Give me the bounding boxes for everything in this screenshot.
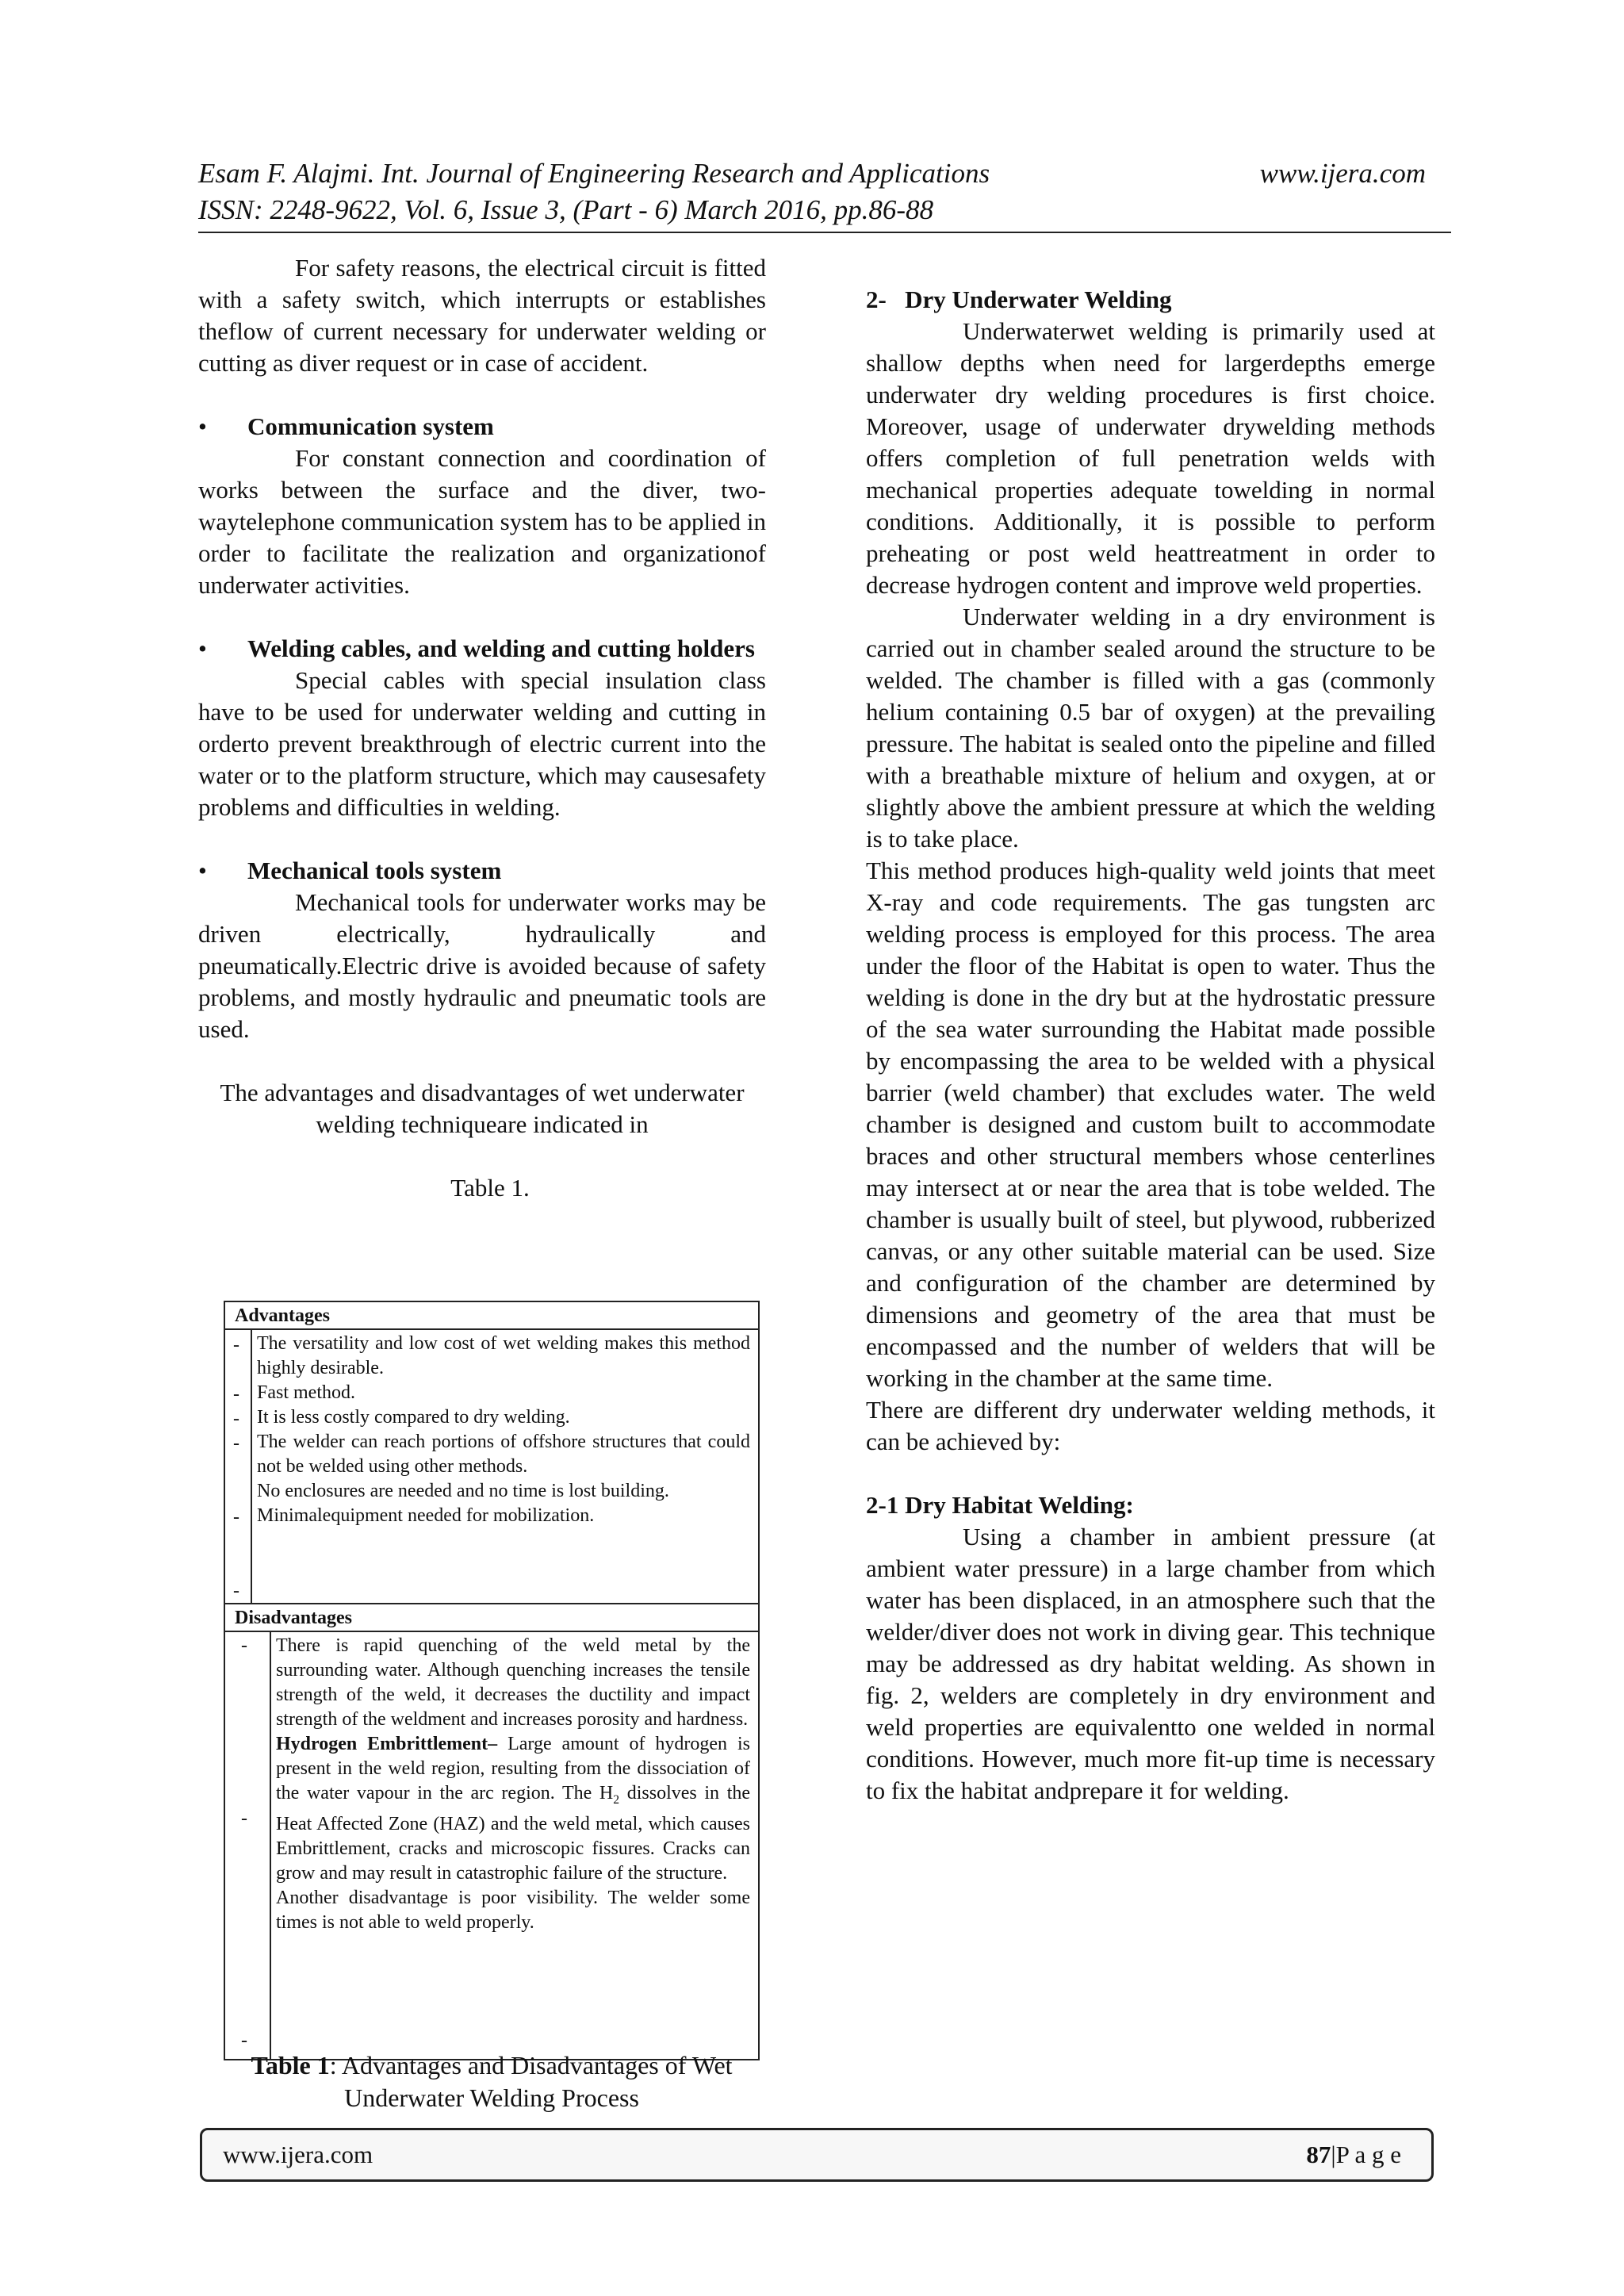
advantage-item: It is less costly compared to dry welding. [257,1407,570,1428]
advantages-section: - - - - - - The versatility and low cost of wet welding makes this method highly desirable. Fast method. It is less costly compared to dry welding. The welder can reach portions of offshore structures that could not be welded using other methods. No enclosures are needed and no time is lost building. Minimalequipment needed for mobilization. [225,1330,758,1604]
left-column [198,252,766,1204]
section-heading-tools: • Mechanical tools system [198,855,766,887]
footer-website: www.ijera.com [223,2141,373,2168]
advantages-table [224,1301,760,2060]
bullet-icon: • [198,412,207,440]
page-header [198,155,1451,233]
header-website: www.ijera.com [1259,158,1426,189]
bullet-icon: • [198,857,207,884]
table-intro: The advantages and disadvantages of wet underwater welding techniqueare indicated in [220,1079,745,1138]
paragraph-dry-2: Underwater welding in a dry environment is carried out in chamber sealed around the structure to be welded. The chamber is filled with a gas (commonly helium containing 0.5 bar of oxygen) at the prevailing pressure. The habitat is sealed onto the pipeline and filled with a breathable mixture of helium and oxygen, at or slightly above the ambient pressure at which the welding is to take place. [866,603,1435,853]
disadvantage-item: Hydrogen Embrittlement– Large amount of hydrogen is present in the weld region, resulting from the dissociation of the water vapour in the arc region. The $H_2$ dissolves in the Heat Affected Zone (HAZ) and the weld metal, which causes Embrittlement, cracks and microscopic fissures. Cracks can grow and may result in catastrophic failure of the structure. [276,1734,751,1884]
section-heading-dry-welding: 2- Dry Underwater Welding [866,286,1172,313]
paragraph-dry-1: Underwaterwet welding is primarily used at shallow depths when need for largerdepths emerge underwater dry welding procedures is first choice. Moreover, usage of underwater drywelding methods offers completion of full penetration welds with mechanical properties adequate towelding in normal conditions. Additionally, it is possible to perform preheating or post weld heattreatment in order to decrease hydrogen content and improve weld properties. [866,317,1435,599]
header-journal: Esam F. Alajmi. Int. Journal of Engineering Research and Applications [198,158,990,189]
advantages-title: Advantages [225,1302,758,1330]
right-column [866,252,1435,1807]
intro-paragraph: For safety reasons, the electrical circuit is fitted with a safety switch, which interrupts or establishes theflow of current necessary for underwater welding or cutting as diver request or in case of accident. [198,254,766,377]
section-heading-habitat: 2-1 Dry Habitat Welding: [866,1491,1134,1519]
paragraph-habitat: Using a chamber in ambient pressure (at ambient water pressure) in a large chamber from which water has been displaced, in an atmosphere such that the welder/diver does not work in diving gear. This technique may be addressed as dry habitat welding. As shown in fig. 2, welders are completely in dry environment and weld properties are equivalentto one welded in normal conditions. However, much more fit-up time is necessary to fix the habitat andprepare it for welding. [866,1523,1435,1804]
disadvantages-section: - - - There is rapid quenching of the weld metal by the surrounding water. Although quenching increases the tensile strength of the weld, it decreases the ductility and impact strength of the weldment and increases porosity and hardness. Hydrogen Embrittlement– Large amount of hydrogen is present in the weld region, resulting from the dissociation of the water vapour in the arc region. The $H_2$ dissolves in the Heat Affected Zone (HAZ) and the weld metal, which causes Embrittlement, cracks and microscopic fissures. Cracks can grow and may result in catastrophic failure of the structure. Another disadvantage is poor visibility. The welder some times is not able to weld properly. [225,1632,758,2059]
disadvantage-item: Another disadvantage is poor visibility. The welder some times is not able to weld properly. [276,1887,750,1933]
advantage-item: The versatility and low cost of wet welding makes this method highly desirable. [257,1333,750,1378]
advantage-item: Minimalequipment needed for mobilization. [257,1505,595,1526]
paragraph-dry-3: This method produces high-quality weld joints that meet X-ray and code requirements. The gas tungsten arc welding process is employed for this process. The area under the floor of the Habitat is open to water. Thus the welding is done in the dry but at the hydrostatic pressure of the sea water surrounding the Habitat made possible by encompassing the area to be welded with a physical barrier (weld chamber) that excludes water. The weld chamber is designed and custom built to accommodate braces and other structural members whose centerlines may intersect at or near the area that is tobe welded. The chamber is usually built of steel, but plywood, rubberized canvas, or any other suitable material can be used. Size and configuration of the chamber are determined by dimensions and geometry of the area that must be encompassed and the number of welders that will be working in the chamber at the same time. [866,857,1435,1392]
table-reference: Table 1. [450,1174,530,1202]
header-issn: ISSN: 2248-9622, Vol. 6, Issue 3, (Part - 6) March 2016, pp.86-88 [198,194,934,225]
page-footer [200,2128,1434,2182]
table-caption: Table 1: Advantages and Disadvantages of Wet Underwater Welding Process [251,2051,733,2112]
advantage-item: No enclosures are needed and no time is lost building. [257,1481,669,1501]
page-number: 87|P a g e [1306,2141,1401,2168]
paragraph-cables: Special cables with special insulation class have to be used for underwater welding and cutting in orderto prevent breakthrough of electric current into the water or to the platform structure, which may causesafety problems and difficulties in welding. [198,666,766,821]
section-heading-cables: • Welding cables, and welding and cutting holders [198,633,766,665]
advantage-item: The welder can reach portions of offshore structures that could not be welded using other methods. [257,1432,750,1477]
disadvantages-title: Disadvantages [225,1604,758,1632]
bullet-icon: • [198,634,207,662]
section-heading-communication: • Communication system [198,411,766,443]
paragraph-tools: Mechanical tools for underwater works may be driven electrically, hydraulically and pneumatically.Electric drive is avoided because of safety problems, and mostly hydraulic and pneumatic tools are used. [198,888,766,1043]
paragraph-communication: For constant connection and coordination of works between the surface and the diver, two-waytelephone communication system has to be applied in order to facilitate the realization and organizationof underwater activities. [198,444,766,599]
paragraph-dry-4: There are different dry underwater welding methods, it can be achieved by: [866,1396,1435,1455]
disadvantage-item: There is rapid quenching of the weld metal by the surrounding water. Although quenching increases the tensile strength of the weld, it decreases the ductility and impact strength of the weldment and increases porosity and hardness. [276,1635,750,1730]
advantage-item: Fast method. [257,1382,355,1403]
